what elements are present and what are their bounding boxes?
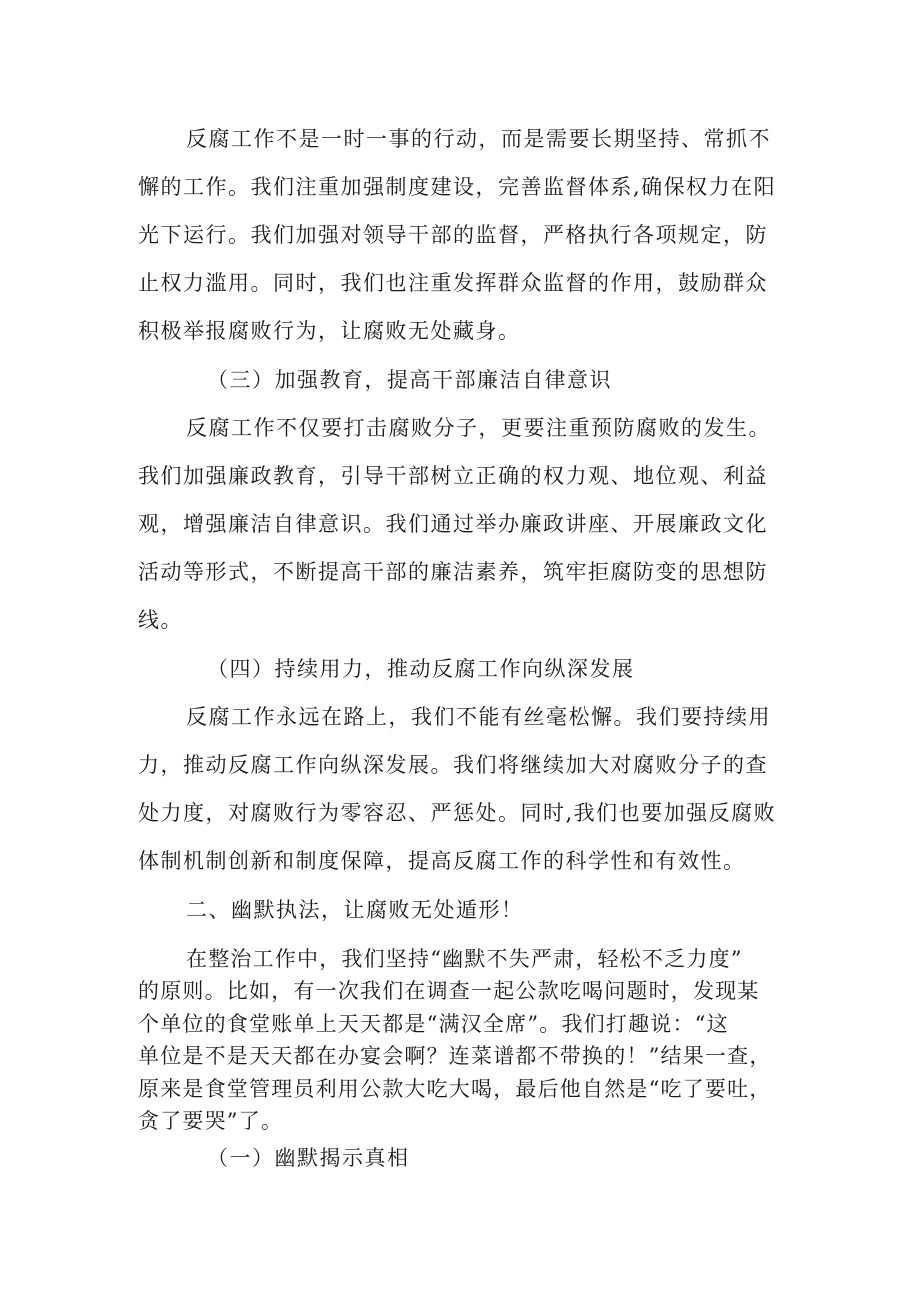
paragraph-1-line-3: 光下运行。我们加强对领导干部的监督，严格执行各项规定，防 [138, 223, 768, 247]
paragraph-3-line-2: 力，推动反腐工作向纵深发展。我们将继续加大对腐败分子的查 [138, 753, 768, 777]
section-heading-1: （一）幽默揭示真相 [207, 1146, 410, 1170]
section-heading-3: （三）加强教育，提高干部廉洁自律意识 [207, 368, 612, 392]
paragraph-3-line-1: 反腐工作永远在路上，我们不能有丝毫松懈。我们要持续用 [186, 705, 771, 729]
paragraph-3-line-4: 体制机制创新和制度保障，提高反腐工作的科学性和有效性。 [138, 849, 746, 873]
paragraph-2-line-5: 线。 [138, 608, 183, 632]
paragraph-4-line-6: 贪了要哭”了。 [138, 1109, 284, 1133]
paragraph-4-line-2: 的原则。比如，有一次我们在调查一起公款吃喝问题时，发现某 [138, 979, 760, 1003]
paragraph-2-line-4: 活动等形式，不断提高干部的廉洁素养，筑牢拒腐防变的思想防 [138, 560, 768, 584]
paragraph-1-line-1: 反腐工作不是一时一事的行动，而是需要长期坚持、常抓不 [186, 127, 771, 151]
paragraph-3-line-3: 处力度，对腐败行为零容忍、严惩处。同时,我们也要加强反腐败 [138, 801, 777, 825]
section-heading-4: （四）持续用力，推动反腐工作向纵深发展 [207, 657, 635, 681]
part-two-heading: 二、幽默执法，让腐败无处遁形！ [186, 898, 524, 922]
paragraph-2-line-1: 反腐工作不仅要打击腐败分子，更要注重预防腐败的发生。 [186, 416, 771, 440]
paragraph-2-line-3: 观，增强廉洁自律意识。我们通过举办廉政讲座、开展廉政文化 [138, 512, 768, 536]
paragraph-2-line-2: 我们加强廉政教育，引导干部树立正确的权力观、地位观、利益 [138, 464, 768, 488]
paragraph-1-line-5: 积极举报腐败行为，让腐败无处藏身。 [138, 319, 521, 343]
paragraph-1-line-2: 懈的工作。我们注重加强制度建设，完善监督体系,确保权力在阳 [138, 175, 777, 199]
paragraph-4-line-3: 个单位的食堂账单上天天都是“满汉全席”。我们打趣说：“这 [138, 1012, 729, 1036]
paragraph-4-line-4: 单位是不是天天都在办宴会啊？连菜谱都不带换的！”结果一查， [138, 1044, 772, 1068]
paragraph-4-line-1: 在整治工作中，我们坚持“幽默不失严肃，轻松不乏力度” [186, 947, 743, 971]
paragraph-1-line-4: 止权力滥用。同时，我们也注重发挥群众监督的作用，鼓励群众 [138, 271, 768, 295]
paragraph-4-line-5: 原来是食堂管理员利用公款大吃大喝，最后他自然是“吃了要吐， [138, 1077, 772, 1101]
